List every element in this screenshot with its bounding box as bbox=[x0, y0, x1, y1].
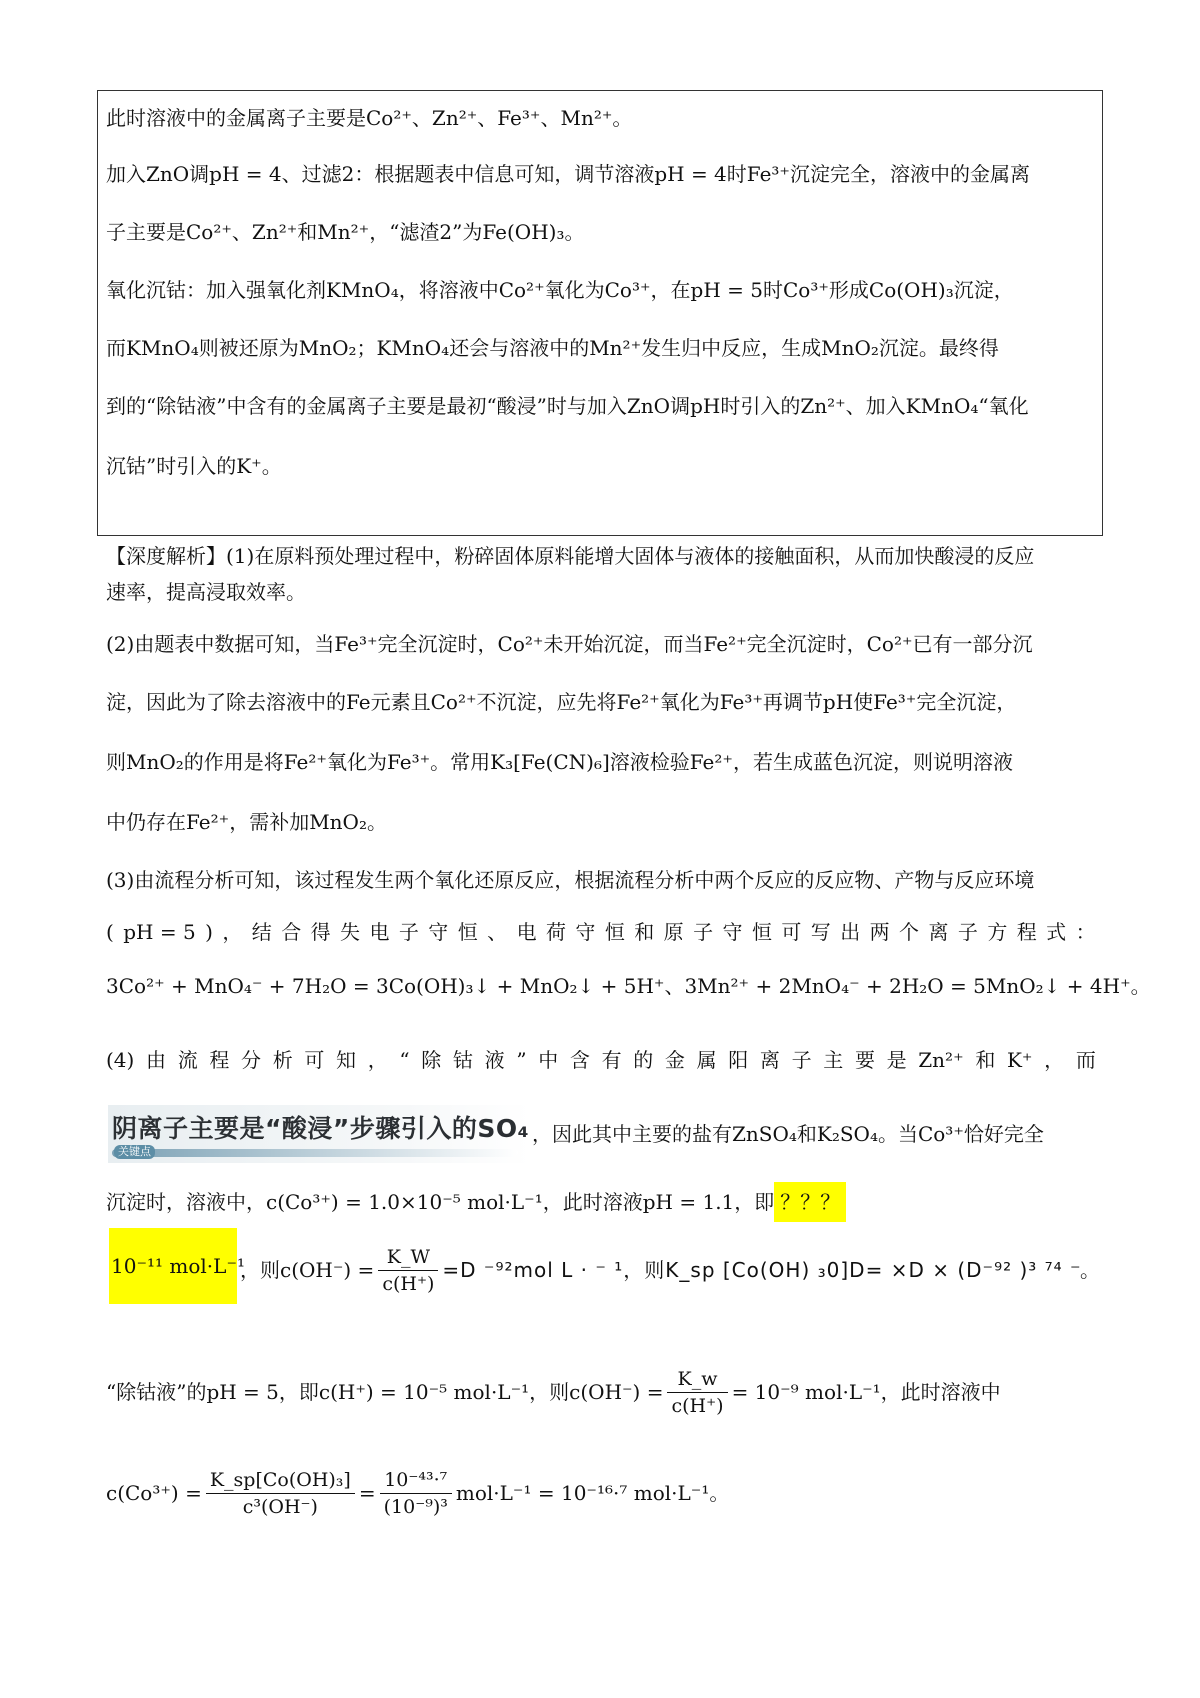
spaced-token: 中 bbox=[538, 1048, 559, 1072]
box-line-1: 此时溶液中的金属离子主要是Co²⁺、Zn²⁺、Fe³⁺、Mn²⁺。 bbox=[106, 106, 633, 130]
spaced-token: 可 bbox=[781, 920, 802, 944]
spaced-token: 恒 bbox=[751, 920, 772, 944]
final-result-text: mol·L⁻¹ = 10⁻¹⁶·⁷ mol·L⁻¹。 bbox=[455, 1481, 730, 1505]
spaced-token: 结 bbox=[251, 920, 272, 944]
ph-text: “除钴液”的pH = 5，即c(H⁺) = 10⁻⁵ mol·L⁻¹，则c(OH⁻) = bbox=[106, 1380, 664, 1404]
highlighted-question-marks: ？？？ bbox=[774, 1182, 846, 1222]
paragraph-3-line-1: (3)由流程分析可知，该过程发生两个氧化还原反应，根据流程分析中两个反应的反应物、产物与反应环境 bbox=[106, 868, 1035, 892]
oh-result-text: = 10⁻⁹ mol·L⁻¹，此时溶液中 bbox=[731, 1380, 1001, 1404]
spaced-token: ( bbox=[106, 920, 114, 944]
spaced-token: 方 bbox=[987, 920, 1008, 944]
ionic-equations-line: 3Co²⁺ + MnO₄⁻ + 7H₂O = 3Co(OH)₃↓ + MnO₂↓ + 5H⁺、3Mn²⁺ + 2MnO₄⁻ + 2H₂O = 5MnO₂↓ + 4H⁺。 bbox=[106, 974, 1151, 998]
paragraph-3-line-2 bbox=[106, 918, 1096, 946]
spaced-token: 荷 bbox=[545, 920, 566, 944]
paragraph-4-line-1 bbox=[106, 1046, 1096, 1074]
paragraph-1-line-2: 速率，提高浸取效率。 bbox=[106, 580, 306, 604]
numeric-fraction-denominator: (10⁻⁹)³ bbox=[383, 1495, 448, 1518]
kw-fraction bbox=[378, 1244, 438, 1297]
banner-tag: 关键点 bbox=[114, 1145, 155, 1159]
box-line-5: 而KMnO₄则被还原为MnO₂；KMnO₄还会与溶液中的Mn²⁺发生归中反应，生成MnO₂沉淀。最终得 bbox=[106, 336, 999, 360]
paragraph-5-line bbox=[106, 1362, 1001, 1422]
spaced-token: 得 bbox=[310, 920, 331, 944]
kw-fraction-numerator: K_W bbox=[378, 1244, 438, 1271]
spaced-token: ， bbox=[222, 920, 243, 944]
spaced-token: 子 bbox=[957, 920, 978, 944]
spaced-token: 电 bbox=[369, 920, 390, 944]
ksp-fraction-denominator: c³(OH⁻) bbox=[242, 1495, 318, 1518]
spaced-token: 守 bbox=[428, 920, 449, 944]
spaced-token: 分 bbox=[241, 1048, 262, 1072]
banner-text: 阴离子主要是“酸浸”步骤引入的SO₄ bbox=[112, 1114, 530, 1143]
paragraph-2-line-4: 中仍存在Fe²⁺，需补加MnO₂。 bbox=[106, 810, 387, 834]
spaced-token: 液 bbox=[484, 1048, 505, 1072]
spaced-token: 写 bbox=[810, 920, 831, 944]
key-point-banner-image bbox=[108, 1105, 530, 1163]
box-line-2: 加入ZnO调pH = 4、过滤2：根据题表中信息可知，调节溶液pH = 4时Fe³⁺沉淀完全，溶液中的金属离 bbox=[106, 162, 1030, 186]
banner-bar bbox=[112, 1149, 518, 1157]
numeric-fraction-numerator: 10⁻⁴³·⁷ bbox=[380, 1467, 452, 1494]
numeric-fraction bbox=[380, 1467, 452, 1520]
paragraph-2-line-3: 则MnO₂的作用是将Fe²⁺氧化为Fe³⁺。常用K₃[Fe(CN)₆]溶液检验Fe²⁺，若生成蓝色沉淀，则说明溶液 bbox=[106, 750, 1013, 774]
line-end-period: 。 bbox=[1080, 1258, 1100, 1282]
spaced-token: 电 bbox=[516, 920, 537, 944]
spaced-token: 子 bbox=[791, 1048, 812, 1072]
spaced-token: 析 bbox=[272, 1048, 293, 1072]
spaced-token: ， bbox=[1044, 1048, 1065, 1072]
spaced-token: 合 bbox=[281, 920, 302, 944]
spaced-token: 由 bbox=[146, 1048, 167, 1072]
spaced-token: 恒 bbox=[604, 920, 625, 944]
spaced-token: 程 bbox=[1016, 920, 1037, 944]
spaced-token: 和 bbox=[975, 1048, 996, 1072]
spaced-token: 要 bbox=[854, 1048, 875, 1072]
equals-sign: = bbox=[358, 1481, 376, 1505]
spaced-token: 和 bbox=[634, 920, 655, 944]
paragraph-4-line-3 bbox=[106, 1182, 846, 1222]
spaced-token: 原 bbox=[663, 920, 684, 944]
spaced-token: 恒 bbox=[457, 920, 478, 944]
kw-fraction-2-numerator: K_w bbox=[667, 1366, 727, 1393]
spaced-token: 流 bbox=[177, 1048, 198, 1072]
spaced-token: 阳 bbox=[728, 1048, 749, 1072]
paragraph-2-line-1: (2)由题表中数据可知，当Fe³⁺完全沉淀时，Co²⁺未开始沉淀，而当Fe²⁺完全沉淀时，Co²⁺已有一部分沉 bbox=[106, 632, 1033, 656]
spaced-token: 主 bbox=[823, 1048, 844, 1072]
spaced-token: K⁺ bbox=[1006, 1048, 1033, 1072]
spaced-token: 程 bbox=[209, 1048, 230, 1072]
spaced-token: 两 bbox=[869, 920, 890, 944]
spaced-token: “ bbox=[399, 1048, 410, 1072]
co-concentration-label: c(Co³⁺) = bbox=[106, 1481, 202, 1505]
oh-concentration-label: ，则c(OH⁻) = bbox=[240, 1258, 375, 1282]
spaced-token: 守 bbox=[575, 920, 596, 944]
concentration-text: 沉淀时，溶液中，c(Co³⁺) = 1.0×10⁻⁵ mol·L⁻¹，此时溶液pH = 1.1，即 bbox=[106, 1190, 775, 1214]
spaced-token: (4) bbox=[106, 1048, 135, 1072]
kw-fraction-2-denominator: c(H⁺) bbox=[671, 1394, 724, 1417]
spaced-token: 式 bbox=[1046, 920, 1067, 944]
paragraph-4-line-4 bbox=[240, 1240, 1082, 1300]
spaced-token: 子 bbox=[693, 920, 714, 944]
spaced-token: 知 bbox=[336, 1048, 357, 1072]
spaced-token: 除 bbox=[421, 1048, 442, 1072]
spaced-token: 是 bbox=[886, 1048, 907, 1072]
spaced-token: 、 bbox=[487, 920, 508, 944]
box-line-4: 氧化沉钴：加入强氧化剂KMnO₄，将溶液中Co²⁺氧化为Co³⁺，在pH = 5时Co³⁺形成Co(OH)₃沉淀， bbox=[106, 278, 1014, 302]
ksp-fraction bbox=[206, 1467, 355, 1520]
spaced-token: ” bbox=[516, 1048, 527, 1072]
spaced-token: 失 bbox=[340, 920, 361, 944]
spaced-token: 属 bbox=[696, 1048, 717, 1072]
paragraph-2-line-2: 淀，因此为了除去溶液中的Fe元素且Co²⁺不沉淀，应先将Fe²⁺氧化为Fe³⁺再调节pH使Fe³⁺完全沉淀， bbox=[106, 690, 1017, 714]
spaced-token: 的 bbox=[633, 1048, 654, 1072]
spaced-token: Zn²⁺ bbox=[918, 1048, 964, 1072]
spaced-token: 可 bbox=[304, 1048, 325, 1072]
highlighted-concentration: 10⁻¹¹ mol·L⁻¹ bbox=[111, 1254, 246, 1278]
deep-analysis-heading-line: 【深度解析】(1)在原料预处理过程中，粉碎固体原料能增大固体与液体的接触面积，从而加快酸浸的反应 bbox=[106, 544, 1035, 568]
spaced-token: 个 bbox=[899, 920, 920, 944]
spaced-token: 而 bbox=[1075, 1048, 1096, 1072]
spaced-token: ， bbox=[367, 1048, 388, 1072]
spaced-token: 金 bbox=[664, 1048, 685, 1072]
spaced-token: 有 bbox=[601, 1048, 622, 1072]
paragraph-4-line-2: ，因此其中主要的盐有ZnSO₄和K₂SO₄。当Co³⁺恰好完全 bbox=[532, 1122, 1044, 1146]
spaced-token: ： bbox=[1075, 920, 1096, 944]
spaced-token: 离 bbox=[759, 1048, 780, 1072]
spaced-token: 出 bbox=[840, 920, 861, 944]
spaced-token: 守 bbox=[722, 920, 743, 944]
box-line-3: 子主要是Co²⁺、Zn²⁺和Mn²⁺，“滤渣2”为Fe(OH)₃。 bbox=[106, 220, 585, 244]
final-equation-line bbox=[106, 1458, 729, 1528]
spaced-token: 含 bbox=[569, 1048, 590, 1072]
box-line-6: 到的“除钴液”中含有的金属离子主要是最初“酸浸”时与加入ZnO调pH时引入的Zn²⁺、加入KMnO₄“氧化 bbox=[106, 394, 1029, 418]
garbled-ksp-expression: =D ⁻⁹²mol L · ⁻ ¹，则K_sp [Co(OH) ₃0]D= ×D × (D⁻⁹² )³ ⁷⁴ ⁻ bbox=[442, 1258, 1082, 1282]
spaced-token: pH = 5 bbox=[123, 920, 196, 944]
spaced-token: ) bbox=[205, 920, 213, 944]
spaced-token: 离 bbox=[928, 920, 949, 944]
box-line-7: 沉钴”时引入的K⁺。 bbox=[106, 454, 282, 478]
ksp-fraction-numerator: K_sp[Co(OH)₃] bbox=[206, 1467, 355, 1494]
spaced-token: 子 bbox=[398, 920, 419, 944]
kw-fraction-2 bbox=[667, 1366, 727, 1419]
spaced-token: 钴 bbox=[452, 1048, 473, 1072]
kw-fraction-denominator: c(H⁺) bbox=[382, 1272, 435, 1295]
